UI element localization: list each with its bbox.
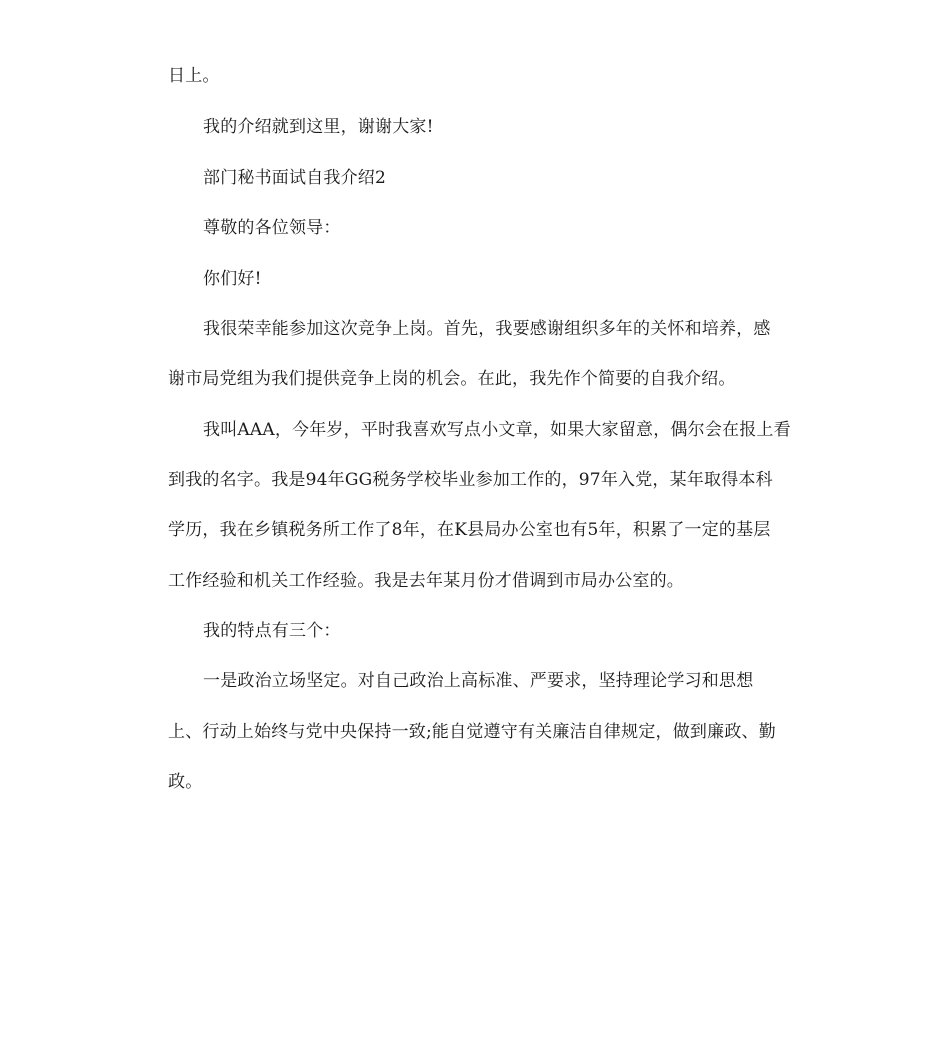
paragraph-line: 我叫AAA，今年岁，平时我喜欢写点小文章，如果大家留意，偶尔会在报上看	[203, 420, 791, 440]
paragraph-line: 政。	[168, 772, 203, 792]
paragraph-line: 谢市局党组为我们提供竞争上岗的机会。在此，我先作个简要的自我介绍。	[168, 369, 736, 389]
paragraph-line: 我的特点有三个：	[203, 621, 341, 641]
section-heading: 部门秘书面试自我介绍2	[203, 168, 387, 188]
paragraph-line: 我的介绍就到这里，谢谢大家!	[203, 117, 434, 137]
paragraph-line: 到我的名字。我是94年GG税务学校毕业参加工作的，97年入党，某年取得本科	[168, 470, 773, 490]
greeting: 你们好!	[203, 269, 262, 289]
paragraph-line: 上、行动上始终与党中央保持一致;能自觉遵守有关廉洁自律规定，做到廉政、勤	[168, 722, 776, 742]
paragraph-line: 学历，我在乡镇税务所工作了8年，在K县局办公室也有5年，积累了一定的基层	[168, 520, 771, 540]
paragraph-line: 一是政治立场坚定。对自己政治上高标准、严要求，坚持理论学习和思想	[203, 671, 754, 691]
paragraph-line: 工作经验和机关工作经验。我是去年某月份才借调到市局办公室的。	[168, 571, 684, 591]
paragraph-line: 我很荣幸能参加这次竞争上岗。首先，我要感谢组织多年的关怀和培养，感	[203, 319, 771, 339]
paragraph-line: 日上。	[168, 66, 220, 86]
salutation: 尊敬的各位领导：	[203, 218, 341, 238]
